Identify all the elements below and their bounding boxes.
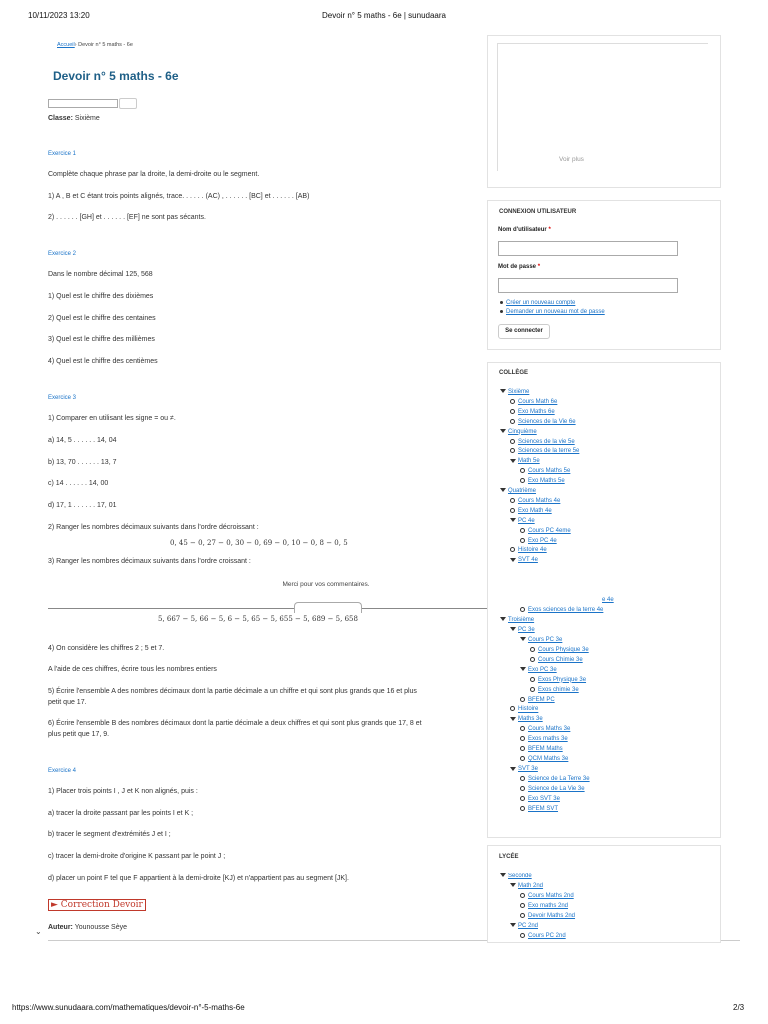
bullet-icon	[520, 478, 525, 483]
menu-item-link[interactable]: Seconde	[508, 873, 532, 879]
expand-triangle-icon	[500, 389, 506, 393]
menu-item-link[interactable]: BFEM SVT	[528, 806, 559, 813]
menu-item[interactable]	[530, 647, 589, 653]
exercise-1-line: Complète chaque phrase par la droite, la demi-droite ou le segment.	[48, 171, 260, 178]
menu-item-link[interactable]: Exos maths 3e	[528, 736, 568, 743]
menu-item[interactable]	[530, 657, 583, 663]
menu-item-link[interactable]: Exo Math 4e	[518, 507, 552, 514]
classe-value: Sixième	[74, 115, 100, 122]
expand-triangle-icon	[520, 667, 526, 671]
menu-item[interactable]	[520, 933, 566, 939]
chevron-down-icon[interactable]: ⌄	[35, 927, 42, 936]
bullet-icon	[530, 647, 535, 652]
exercise-3-line: 5) Écrire l'ensemble A des nombres décimaux dont la partie décimale a un chiffre et qui sont plus grands que 16 et plus	[48, 688, 417, 695]
menu-item-link[interactable]: Cours Physique 3e	[538, 646, 589, 653]
menu-item-link[interactable]: BFEM Maths	[528, 746, 563, 753]
menu-item-link[interactable]: SVT 4e	[518, 557, 538, 564]
required-mark: *	[537, 264, 541, 270]
menu-item[interactable]	[530, 677, 586, 683]
exercise-2-line: 2) Quel est le chiffre des centaines	[48, 315, 156, 322]
exercise-4-title: Exercice 4	[48, 768, 77, 774]
exercise-4-line: d) placer un point F tel que F appartient à la demi-droite [KJ) et n'appartient pas au segment [JK].	[48, 875, 349, 882]
menu-item-link[interactable]: Exos sciences de la terre 4e	[528, 607, 604, 614]
menu-item-link[interactable]: Histoire 4e	[518, 547, 547, 554]
menu-item[interactable]	[530, 687, 579, 693]
bullet-icon	[510, 508, 515, 513]
menu-item[interactable]	[520, 903, 568, 909]
exercise-4-line: 1) Placer trois points I , J et K non alignés, puis :	[48, 788, 198, 795]
bullet-icon	[510, 448, 515, 453]
menu-item[interactable]	[500, 429, 537, 435]
exercise-4-line: a) tracer la droite passant par les points I et K ;	[48, 810, 194, 817]
exercise-3-line: d) 17, 1 . . . . . . 17, 01	[48, 502, 117, 509]
exercise-3-line: 6) Écrire l'ensemble B des nombres décimaux dont la partie décimale a deux chiffres et qui sont plus grands que 17, 8 et	[48, 720, 422, 727]
print-url: https://www.sunudaara.com/mathematiques/devoir-n°-5-maths-6e	[12, 1003, 245, 1012]
rating-field[interactable]	[48, 99, 118, 108]
exercise-2-line: 3) Quel est le chiffre des millièmes	[48, 336, 155, 343]
menu-item-link[interactable]: PC 4e	[518, 517, 535, 524]
bullet-icon	[510, 399, 515, 404]
bullet-icon	[520, 913, 525, 918]
menu-item[interactable]	[520, 607, 603, 613]
password-input[interactable]	[498, 278, 678, 293]
bullet-icon	[520, 468, 525, 473]
menu-item[interactable]	[500, 617, 534, 623]
menu-item[interactable]	[510, 557, 538, 563]
bullet-icon	[520, 607, 525, 612]
exercise-3-title: Exercice 3	[48, 395, 77, 401]
menu-item-link[interactable]: Exos chimie 3e	[538, 686, 579, 693]
menu-item[interactable]	[510, 419, 576, 425]
password-label: Mot de passe *	[498, 264, 541, 270]
exercise-3-line: petit que 17.	[48, 699, 87, 706]
bullet-icon	[500, 301, 503, 304]
menu-item-link[interactable]: Cours Maths 4e	[518, 497, 561, 504]
menu-item[interactable]	[510, 547, 547, 553]
college-heading: COLLÈGE	[499, 370, 529, 376]
expand-triangle-icon	[510, 923, 516, 927]
bullet-icon	[520, 756, 525, 761]
menu-item-link[interactable]: Cours PC 2nd	[528, 933, 566, 939]
menu-item-link[interactable]: Cours PC 4eme	[528, 527, 571, 534]
expand-triangle-icon	[510, 518, 516, 522]
exercise-4-line: c) tracer la demi-droite d'origine K passant par le point J ;	[48, 853, 226, 860]
college-tree	[500, 389, 700, 565]
college-tree-lower	[500, 597, 700, 827]
author-value: Younousse Sèye	[74, 924, 128, 931]
menu-item-link[interactable]: Exo Maths 5e	[528, 478, 565, 485]
bullet-icon	[520, 736, 525, 741]
menu-item[interactable]	[520, 806, 558, 812]
lycee-heading: LYCÉE	[499, 854, 519, 860]
page-title: Devoir n° 5 maths - 6e	[53, 69, 179, 83]
menu-item-link[interactable]: Cours Chimie 3e	[538, 656, 583, 663]
print-title: Devoir n° 5 maths - 6e | sunudaara	[321, 11, 446, 20]
menu-item-link[interactable]: Cours Math 6e	[518, 398, 558, 405]
menu-item-link[interactable]: Devoir Maths 2nd	[528, 913, 576, 920]
menu-item-link[interactable]: SVT 3e	[518, 766, 538, 773]
menu-item[interactable]	[500, 873, 532, 879]
print-datetime: 10/11/2023 13:20	[28, 11, 90, 20]
menu-item[interactable]	[510, 458, 540, 464]
menu-item-link[interactable]: Maths 3e	[518, 716, 543, 723]
menu-item-link[interactable]: Sixième	[508, 389, 530, 395]
menu-item-link[interactable]: Sciences de la terre 5e	[518, 448, 580, 455]
menu-item[interactable]	[510, 706, 538, 712]
menu-item-link[interactable]: Exo PC 4e	[528, 537, 557, 544]
bullet-icon	[500, 310, 503, 313]
bullet-icon	[520, 746, 525, 751]
bullet-icon	[530, 687, 535, 692]
expand-triangle-icon	[500, 429, 506, 433]
bullet-icon	[510, 706, 515, 711]
expand-triangle-icon	[510, 717, 516, 721]
menu-item[interactable]	[510, 883, 543, 889]
username-input[interactable]	[498, 241, 678, 256]
exercise-3-line: 3) Ranger les nombres décimaux suivants dans l'ordre croissant :	[48, 558, 251, 565]
bullet-icon	[520, 933, 525, 938]
menu-item-link[interactable]: Exo SVT 3e	[528, 796, 560, 803]
menu-item[interactable]	[510, 439, 575, 445]
classe-label: Classe:	[48, 115, 73, 122]
menu-item-link[interactable]: Sciences de la vie 5e	[518, 438, 575, 445]
expand-triangle-icon	[510, 558, 516, 562]
menu-item[interactable]	[500, 389, 529, 395]
menu-item[interactable]	[510, 448, 579, 454]
bullet-icon	[510, 439, 515, 444]
bullet-icon	[510, 498, 515, 503]
menu-item-link[interactable]: Exo maths 2nd	[528, 903, 569, 910]
menu-item-link[interactable]: Troisième	[508, 616, 535, 623]
menu-item[interactable]	[520, 468, 570, 474]
menu-item-link[interactable]: Exo PC 3e	[528, 666, 557, 673]
exercise-3-line: b) 13, 70 . . . . . . 13, 7	[48, 459, 117, 466]
exercise-1-title: Exercice 1	[48, 151, 77, 157]
menu-item[interactable]	[510, 409, 555, 415]
menu-item-link[interactable]: Cours PC 3e	[528, 636, 563, 643]
rating-button[interactable]	[119, 98, 137, 109]
expand-triangle-icon	[510, 767, 516, 771]
expand-triangle-icon	[510, 883, 516, 887]
bullet-icon	[520, 538, 525, 543]
bullet-icon	[520, 903, 525, 908]
menu-item[interactable]	[510, 766, 538, 772]
bullet-icon	[530, 677, 535, 682]
menu-item-link[interactable]: Quatrième	[508, 488, 537, 494]
exercise-2-line: 4) Quel est le chiffre des centièmes	[48, 358, 158, 365]
menu-item[interactable]	[520, 637, 562, 643]
menu-item-link[interactable]: Science de La Vie 3e	[528, 786, 585, 793]
menu-item-link[interactable]: Histoire	[518, 706, 539, 713]
bullet-icon	[510, 419, 515, 424]
expand-triangle-icon	[520, 637, 526, 641]
menu-item-link[interactable]: Math 2nd	[518, 883, 544, 889]
exercise-3-math-sequence: 5, 667 − 5, 66 − 5, 6 − 5, 65 − 5, 655 − 5, 689 − 5, 658	[158, 615, 358, 623]
bullet-icon	[520, 697, 525, 702]
bullet-icon	[520, 786, 525, 791]
menu-item[interactable]	[520, 538, 557, 544]
menu-item[interactable]	[520, 786, 585, 792]
exercise-3-line: plus petit que 17, 9.	[48, 731, 110, 738]
expand-triangle-icon	[500, 617, 506, 621]
menu-item[interactable]	[520, 756, 568, 762]
menu-item[interactable]	[520, 796, 560, 802]
exercise-2-title: Exercice 2	[48, 251, 77, 257]
menu-item-link[interactable]: Exos Physique 3e	[538, 676, 587, 683]
classe-line	[48, 115, 100, 122]
exercise-3-line: A l'aide de ces chiffres, écrire tous les nombres entiers	[48, 666, 217, 673]
expand-triangle-icon	[510, 459, 516, 463]
bullet-icon	[520, 796, 525, 801]
exercise-3-line: 2) Ranger les nombres décimaux suivants dans l'ordre décroissant :	[48, 524, 259, 531]
menu-item[interactable]	[510, 399, 557, 405]
menu-item[interactable]	[520, 776, 590, 782]
menu-item-link[interactable]: Cours Maths 5e	[528, 468, 571, 475]
bullet-icon	[530, 657, 535, 662]
exercise-1-line: 2) . . . . . . [GH] et . . . . . . [EF] ne sont pas sécants.	[48, 214, 206, 221]
menu-item[interactable]	[520, 746, 563, 752]
reset-password-link[interactable]: Demander un nouveau mot de passe	[506, 309, 605, 315]
menu-item[interactable]	[520, 667, 557, 673]
print-page-number: 2/3	[733, 1003, 745, 1012]
menu-item[interactable]	[520, 697, 555, 703]
feature-divider	[497, 43, 498, 171]
menu-item[interactable]	[520, 736, 568, 742]
menu-item[interactable]	[520, 893, 574, 899]
author-line	[48, 924, 127, 931]
menu-item-link[interactable]: PC 2nd	[518, 923, 539, 929]
comments-prompt: Merci pour vos commentaires.	[282, 581, 370, 588]
bullet-icon	[520, 893, 525, 898]
correction-link[interactable]: ► Correction Devoir	[48, 900, 146, 910]
lycee-tree	[500, 873, 700, 939]
menu-item-link[interactable]: Cours Maths 3e	[528, 726, 571, 733]
menu-item-link[interactable]: Cinquième	[508, 428, 537, 435]
menu-item-link[interactable]: Cours Maths 2nd	[528, 893, 574, 900]
required-mark: *	[548, 227, 551, 233]
exercise-3-line: 4) On considère les chiffres 2 ; 5 et 7.	[48, 645, 165, 652]
menu-item[interactable]	[520, 913, 575, 919]
bullet-icon	[520, 776, 525, 781]
expand-triangle-icon	[500, 488, 506, 492]
login-heading: CONNEXION UTILISATEUR	[499, 209, 577, 215]
menu-item[interactable]	[602, 597, 614, 603]
menu-item[interactable]	[520, 726, 570, 732]
menu-item[interactable]	[510, 508, 552, 514]
bullet-icon	[510, 409, 515, 414]
menu-item[interactable]	[510, 627, 535, 633]
menu-item-link[interactable]: PC 3e	[518, 626, 535, 633]
menu-item[interactable]	[510, 716, 543, 722]
feature-divider	[497, 43, 708, 44]
voir-plus-link[interactable]: Voir plus	[559, 156, 584, 163]
author-label: Auteur:	[48, 924, 73, 931]
exercise-4-line: b) tracer le segment d'extrémités J et I ;	[48, 831, 171, 838]
username-label: Nom d'utilisateur *	[498, 227, 551, 233]
menu-item-link[interactable]: e 4e	[602, 597, 614, 603]
menu-item[interactable]	[520, 528, 571, 534]
expand-triangle-icon	[510, 627, 516, 631]
menu-item-link[interactable]: Sciences de la Vie 6e	[518, 418, 576, 425]
bullet-icon	[520, 528, 525, 533]
menu-item-link[interactable]: BFEM PC	[528, 696, 555, 703]
menu-item-link[interactable]: QCM Maths 3e	[528, 756, 569, 763]
breadcrumb-separator: ›	[74, 42, 77, 48]
exercise-3-line: 1) Comparer en utilisant les signe = ou ≠.	[48, 415, 176, 422]
menu-item-link[interactable]: Science de La Terre 3e	[528, 776, 590, 783]
login-submit-button[interactable]: Se connecter	[498, 324, 550, 339]
login-links	[500, 300, 605, 315]
exercise-2-line: Dans le nombre décimal 125, 568	[48, 271, 153, 278]
menu-item-link[interactable]: Exo Maths 6e	[518, 408, 555, 415]
menu-item[interactable]	[510, 518, 535, 524]
bullet-icon	[510, 547, 515, 552]
exercise-3-line: c) 14 . . . . . . 14, 00	[48, 480, 109, 487]
create-account-link[interactable]: Créer un nouveau compte	[506, 300, 576, 306]
exercise-3-line: a) 14, 5 . . . . . . 14, 04	[48, 437, 117, 444]
bullet-icon	[520, 726, 525, 731]
menu-item[interactable]	[500, 488, 536, 494]
menu-item[interactable]	[510, 498, 560, 504]
breadcrumb	[57, 42, 133, 48]
sidebar-feature-block	[487, 35, 721, 188]
menu-item[interactable]	[510, 923, 538, 929]
menu-item[interactable]	[520, 478, 565, 484]
exercise-3-math-sequence: 0, 45 − 0, 27 − 0, 30 − 0, 69 − 0, 10 − 0, 8 − 0, 5	[170, 539, 348, 547]
menu-item-link[interactable]: Math 5e	[518, 458, 540, 465]
comments-toggle-tab[interactable]	[294, 602, 362, 613]
bullet-icon	[520, 806, 525, 811]
breadcrumb-current: Devoir n° 5 maths - 6e	[78, 42, 133, 48]
breadcrumb-home-link[interactable]: Accueil	[57, 42, 75, 48]
exercise-2-line: 1) Quel est le chiffre des dixièmes	[48, 293, 154, 300]
exercise-1-line: 1) A , B et C étant trois points alignés, trace. . . . . . (AC) , . . . . . . [BC] et . . . . . . [AB)	[48, 193, 310, 200]
expand-triangle-icon	[500, 873, 506, 877]
